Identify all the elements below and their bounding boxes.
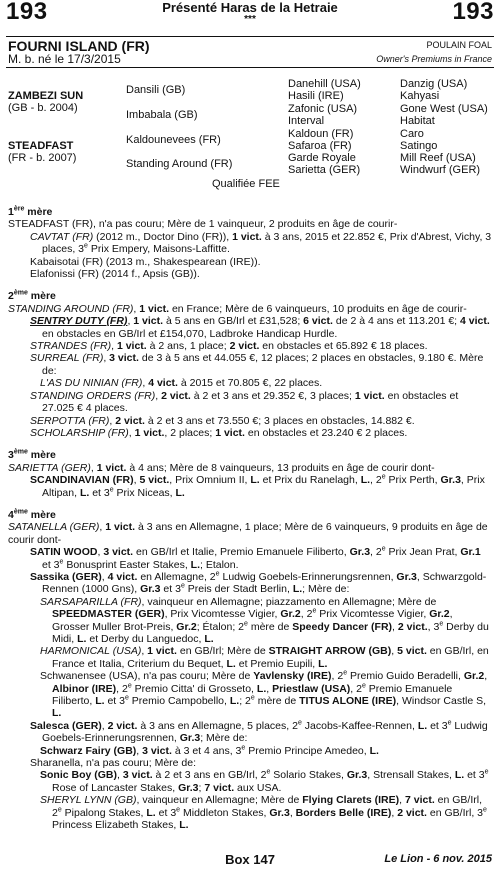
- produce-entry: SATIN WOOD, 3 vict. en GB/Irl et Italie, Premio Emanuele Filiberto, Gr.3, 2e Prix Jean Prat, Gr.1 et 3e Bonusprint Easter Stakes, L.; Etalon.: [30, 545, 481, 571]
- produce-entry: Sassika (GER), 4 vict. en Allemagne, 2e Ludwig Goebels-Erinnerungsrennen, Gr.3, Schwarzgold-Rennen (1000 Gns), Gr.3 et 3e Preis der Stadt Berlin, L.; Mère de:: [30, 570, 487, 596]
- produce-entry: SENTRY DUTY (FR), 1 vict. à 5 ans en GB/Irl et £31,528; 6 vict. de 2 à 4 ans et 113.201 €; 4 vict. en obstacles en GB/Irl et £154,070, Ladbroke Handicap Hurdle.: [30, 315, 490, 340]
- produce-entry: STRANDES (FR), 1 vict. à 2 ans, 1 place; 2 vict. en obstacles et 65.892 € 18 places.: [30, 340, 428, 353]
- qualification: Qualifiée FEE: [212, 178, 280, 190]
- produce-entry: SCANDINAVIAN (FR), 5 vict., Prix Omnium II, L. et Prix du Ranelagh, L., 2e Prix Perth, Gr.3, Prix Altipan, L. et 3e Prix Niceas, L.: [30, 473, 485, 499]
- produce-entry: Schwanensee (USA), n'a pas couru; Mère de Yavlensky (IRE), 2e Premio Guido Beradelli, Gr.2, Albinor (IRE), 2e Premio Citta' di Grosseto, L., Priestlaw (USA), 2e Premio Emanuele Filiberto, L. et 3e Premio Campobello, L.; 2e mère de TITUS ALONE (IRE), Windsor Castle S, L.: [40, 669, 488, 720]
- produce-entry: HARMONICAL (USA), 1 vict. en GB/Irl; Mère de STRAIGHT ARROW (GB), 5 vict. en GB/Irl, en France et Italia, Criterium du Bequet, L. et Premio Eupili, L.: [40, 645, 489, 670]
- gen3-ancestor: Safaroa (FR): [288, 140, 352, 152]
- second-dam: Standing Around (FR): [126, 158, 233, 170]
- gen3-ancestor: Garde Royale: [288, 152, 356, 164]
- gen3-ancestor: Interval: [288, 115, 325, 127]
- dam-sire: Kaldounevees (FR): [126, 134, 221, 146]
- gen3-ancestor: Sarietta (GER): [288, 164, 361, 176]
- gen4-ancestor: Caro: [400, 128, 424, 140]
- gen3-ancestor: Kaldoun (FR): [288, 128, 354, 140]
- produce-entry: SERPOTTA (FR), 2 vict. à 2 et 3 ans et 73.550 €; 3 places en obstacles, 14.882 €.: [30, 414, 415, 427]
- sire-info: (GB - b. 2004): [8, 102, 78, 114]
- gen4-ancestor: Windwurf (GER): [400, 164, 481, 176]
- divider: [6, 67, 494, 68]
- family-record: [8, 200, 492, 832]
- catalogue-header: [0, 0, 500, 36]
- section-first-dam: 1ère mère: [8, 205, 53, 218]
- gen3-ancestor: Hasili (IRE): [288, 90, 344, 102]
- consignor: Présenté Haras de la Hetraie: [162, 0, 338, 15]
- grandsire: Dansili (GB): [126, 84, 186, 96]
- produce-entry: SURREAL (FR), 3 vict. de 3 à 5 ans et 44.055 €, 12 places; 2 places en obstacles, 9.180 €. Mère de:: [30, 352, 484, 377]
- section-fourth-dam: 4ème mère: [8, 508, 56, 521]
- produce-entry: Schwarz Fairy (GB), 3 vict. à 3 et 4 ans, 3e Premio Principe Amedeo, L.: [40, 744, 379, 757]
- dam-name: STEADFAST: [8, 140, 74, 152]
- stars: ***: [244, 14, 256, 25]
- produce-entry: CAVTAT (FR) (2012 m., Doctor Dino (FR)), 1 vict. à 3 ans, 2015 et 22.852 €, Prix d'Abrest, Vichy, 3 places, 3e Prix Empery, Maisons-Laffitte.: [30, 230, 492, 256]
- dam-info: (FR - b. 2007): [8, 152, 77, 164]
- produce-entry: Sharanella, n'a pas couru; Mère de:: [30, 757, 197, 770]
- second-dam-record: STANDING AROUND (FR), 1 vict. en France; Mère de 6 vainqueurs, 10 produits en âge de courir-: [8, 302, 467, 315]
- horse-name: FOURNI ISLAND (FR): [8, 38, 150, 54]
- section-second-dam: 2ème mère: [8, 289, 56, 303]
- granddam: Imbabala (GB): [126, 109, 198, 121]
- sale-date: Le Lion - 6 nov. 2015: [384, 853, 492, 865]
- produce-entry: Salesca (GER), 2 vict. à 3 ans en Allemagne, 5 places, 2e Jacobs-Kaffee-Rennen, L. et 3e Ludwig Goebels-Erinnerungsrennen, Gr.3; Mère de:: [30, 719, 488, 745]
- gen4-ancestor: Mill Reef (USA): [400, 152, 476, 164]
- produce-entry: SCHOLARSHIP (FR), 1 vict., 2 places; 1 vict. en obstacles et 23.240 € 2 places.: [30, 426, 408, 439]
- gen4-ancestor: Gone West (USA): [400, 103, 488, 115]
- produce-entry: Sonic Boy (GB), 3 vict. à 2 et 3 ans en GB/Irl, 2e Solario Stakes, Gr.3, Strensall Stakes, L. et 3e Rose of Lancaster Stakes, Gr.3; 7 vict. aux USA.: [40, 768, 489, 794]
- gen3-ancestor: Danehill (USA): [288, 78, 361, 90]
- produce-entry: STANDING ORDERS (FR), 2 vict. à 2 et 3 ans et 29.352 €, 3 places; 1 vict. en obstacles et 27.025 € 4 places.: [30, 389, 459, 415]
- produce-entry: Elafonissi (FR) (2014 f., Apsis (GB)).: [30, 268, 200, 281]
- gen3-ancestor: Zafonic (USA): [288, 103, 358, 115]
- section-third-dam: 3ème mère: [8, 448, 56, 462]
- produce-entry: SHERYL LYNN (GB), vainqueur en Allemagne; Mère de Flying Clarets (IRE), 7 vict. en GB/Irl, 2e Pipalong Stakes, L. et 3e Middleton Stakes, Gr.3, Borders Belle (IRE), 2 vict. en GB/Irl, 3e Princess Elizabeth Stakes, L.: [40, 794, 487, 832]
- gen4-ancestor: Habitat: [400, 115, 435, 127]
- horse-sex: POULAIN FOAL: [426, 40, 492, 50]
- gen4-ancestor: Kahyasi: [400, 90, 440, 102]
- owner-premiums: Owner's Premiums in France: [376, 54, 492, 64]
- produce-entry: L'AS DU NINIAN (FR), 4 vict. à 2015 et 70.805 €, 22 places.: [40, 377, 323, 390]
- gen4-ancestor: Danzig (USA): [400, 78, 468, 90]
- third-dam-record: SARIETTA (GER), 1 vict. à 4 ans; Mère de 8 vainqueurs, 13 produits en âge de courir dont-: [8, 461, 435, 474]
- produce-entry: Kabaisotai (FR) (2013 m., Shakespearean (IRE)).: [30, 255, 261, 268]
- fourth-dam-record: SATANELLA (GER), 1 vict. à 3 ans en Allemagne, 1 place; Mère de 6 vainqueurs, 9 produits en âge de courir dont-: [8, 521, 488, 546]
- first-dam-record: STEADFAST (FR), n'a pas couru; Mère de 1 vainqueur, 2 produits en âge de courir-: [8, 218, 398, 231]
- lot-number-left: 193: [6, 0, 48, 25]
- lot-number-right: 193: [452, 0, 494, 25]
- box-number: Box 147: [225, 852, 275, 867]
- divider: [6, 36, 494, 37]
- gen4-ancestor: Satingo: [400, 140, 438, 152]
- produce-entry: SARSAPARILLA (FR), vainqueur en Allemagne; piazzamento en Allemagne; Mère de SPEEDMASTER (GER), Prix Vicomtesse Vigier, Gr.2, 2e Prix Vicomtesse Vigier, Gr.2, Grosser Muller Brot-Preis, Gr.2; Étalon; 2e mère de Speedy Dancer (FR), 2 vict., 3e Derby du Midi, L. et Derby du Languedoc, L.: [40, 595, 489, 645]
- sire-name: ZAMBEZI SUN: [8, 90, 84, 102]
- horse-description: M. b. né le 17/3/2015: [8, 52, 121, 66]
